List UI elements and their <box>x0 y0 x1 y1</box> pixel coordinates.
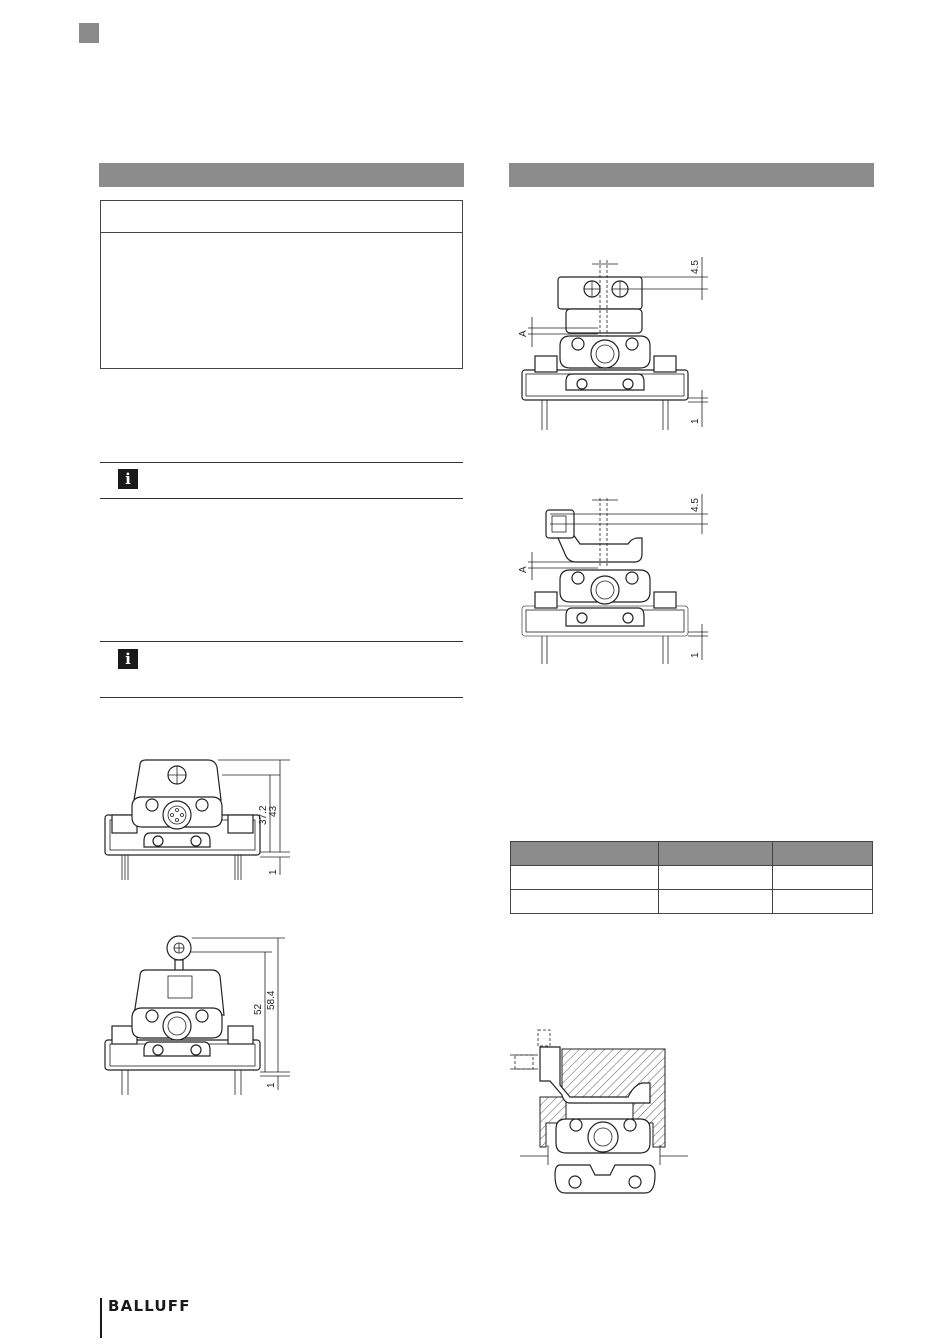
table-header-cell <box>773 842 873 866</box>
right-section-header-bar <box>509 163 874 187</box>
table-header-row <box>511 842 873 866</box>
figure-right-1-drawing <box>510 252 730 434</box>
table-cell <box>511 866 659 890</box>
dim-label-43: 43 <box>268 805 279 817</box>
dim-label-1: 1 <box>690 652 701 658</box>
info-icon: i <box>118 469 138 489</box>
left-section-header-bar <box>99 163 464 187</box>
dim-label-1: 1 <box>690 418 701 424</box>
dim-label-1: 1 <box>268 869 279 875</box>
note-2-top-rule <box>100 641 463 642</box>
table-row <box>511 866 873 890</box>
left-info-box <box>100 200 463 369</box>
table-cell <box>773 866 873 890</box>
dim-label-37-2: 37.2 <box>258 805 269 825</box>
figure-left-2-drawing <box>100 930 300 1100</box>
note-1-bottom-rule <box>100 498 463 499</box>
page-marker <box>79 23 99 43</box>
left-info-box-divider <box>101 232 462 233</box>
note-2-bottom-rule <box>100 697 463 698</box>
dim-label-a: A <box>518 566 529 573</box>
figure-right-3-drawing <box>510 1025 710 1205</box>
table-row <box>511 890 873 914</box>
dim-label-4-5: 4.5 <box>690 498 701 512</box>
note-1-top-rule <box>100 462 463 463</box>
table-cell <box>773 890 873 914</box>
table-cell <box>511 890 659 914</box>
dim-label-1: 1 <box>266 1082 277 1088</box>
dim-label-52: 52 <box>253 1003 264 1015</box>
figure-right-2-drawing <box>510 488 730 668</box>
spec-table <box>510 841 873 914</box>
footer-rule <box>100 1298 102 1338</box>
info-icon: i <box>118 649 138 669</box>
table-header-cell <box>659 842 773 866</box>
figure-left-1-drawing <box>100 755 300 885</box>
dim-label-58-4: 58.4 <box>266 990 277 1010</box>
dim-label-a: A <box>518 330 529 337</box>
balluff-logo: BALLUFF <box>108 1297 191 1315</box>
table-cell <box>659 866 773 890</box>
table-cell <box>659 890 773 914</box>
dim-label-4-5: 4.5 <box>690 260 701 274</box>
table-header-cell <box>511 842 659 866</box>
